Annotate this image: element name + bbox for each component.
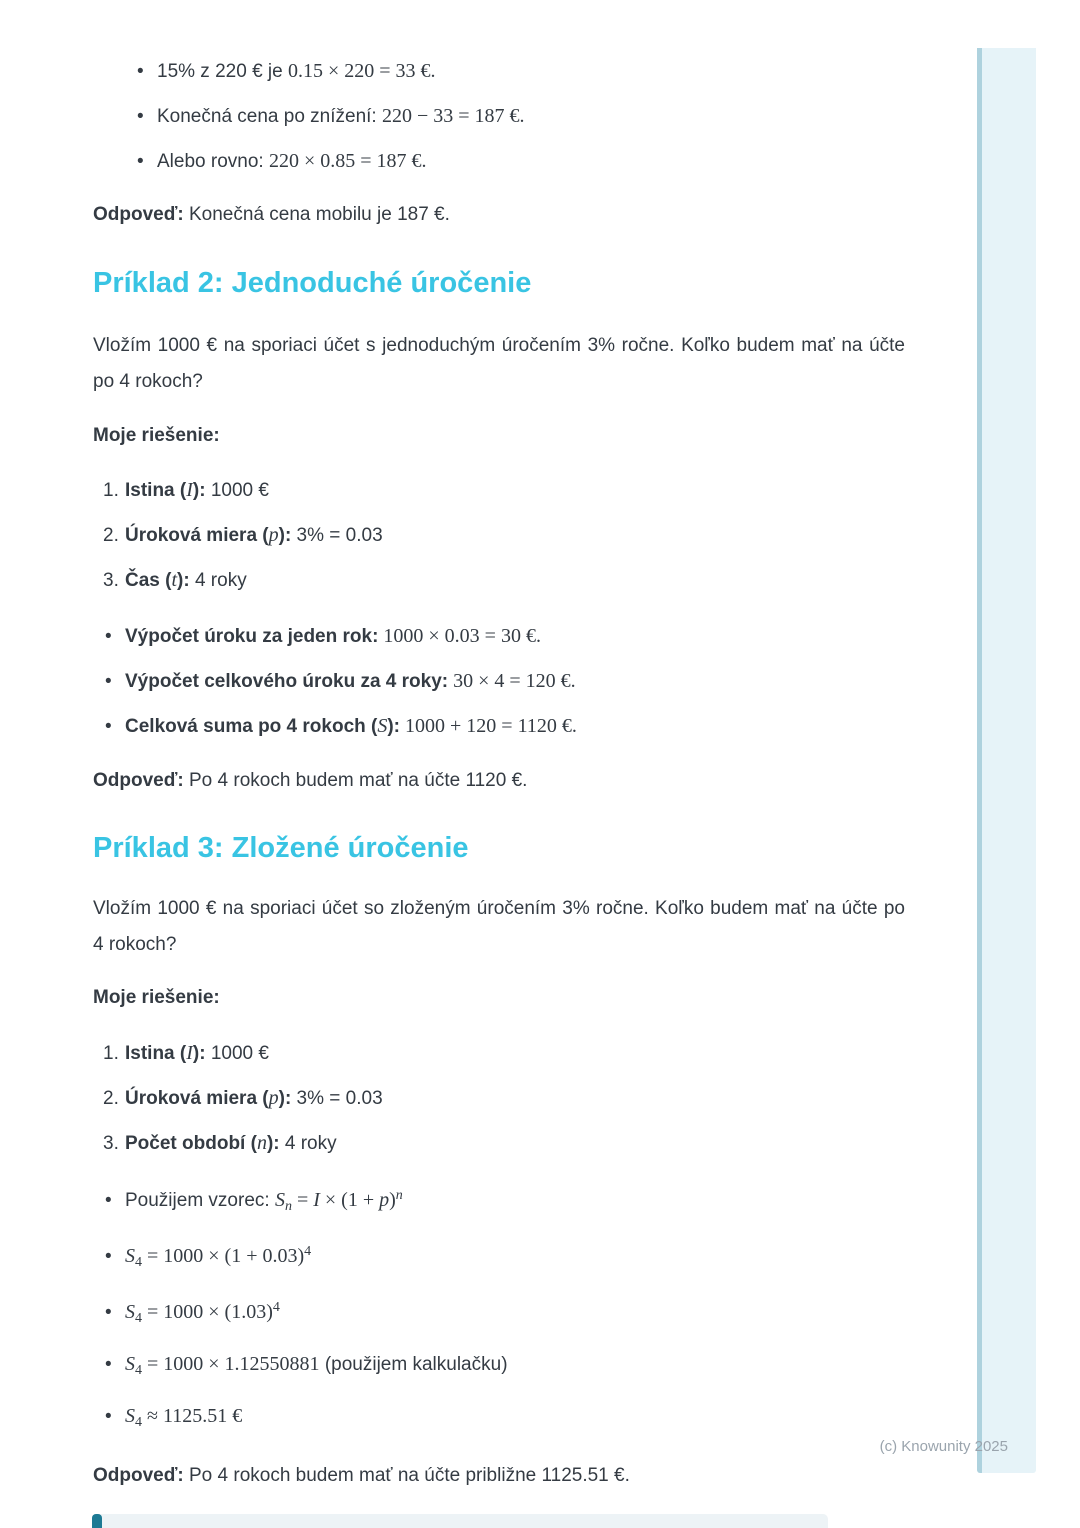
text-segment: =	[291, 1189, 314, 1211]
list-item-text	[125, 1296, 905, 1331]
list-item	[93, 568, 905, 593]
text-segment: ):	[192, 1043, 206, 1064]
text-segment: Vložím 1000 € na sporiaci účet s jednoduchým úročením 3% ročne. Koľko budem mať na účte po 4 rokoch?	[93, 335, 905, 392]
text-segment: S	[125, 1405, 135, 1427]
number-marker: 1.	[103, 480, 119, 501]
text-segment: Odpoveď:	[93, 1465, 184, 1486]
list-item-text	[157, 149, 905, 174]
text-segment: Konečná cena po znížení:	[157, 106, 382, 127]
text-segment: p	[268, 1087, 279, 1109]
text-segment: Výpočet úroku za jeden rok:	[125, 626, 379, 647]
text-segment: 3% = 0.03	[291, 1088, 383, 1109]
text-segment: n	[256, 1132, 267, 1154]
list-item-text	[125, 568, 905, 593]
text-segment: ):	[266, 1133, 280, 1154]
text-segment: Odpoveď:	[93, 204, 184, 225]
answer-paragraph	[93, 769, 905, 793]
list-item-text	[125, 1240, 905, 1275]
text-segment: = 1000 × 1.12550881	[142, 1353, 320, 1375]
text-segment: 4	[135, 1255, 142, 1270]
list-item	[93, 523, 905, 548]
text-segment: I	[313, 1189, 320, 1211]
bullet-marker: •	[137, 61, 144, 82]
bullet-marker: •	[105, 1246, 112, 1267]
text-segment: n	[395, 1188, 403, 1203]
text-segment: ≈ 1125.51 €	[142, 1405, 243, 1427]
list-item-text	[125, 1352, 905, 1383]
list-item-text	[125, 669, 905, 694]
text-segment: 1000 × 0.03 = 30 €.	[378, 625, 541, 647]
text-segment: I	[186, 479, 193, 501]
list-item	[93, 1131, 905, 1156]
text-segment: 3% = 0.03	[291, 525, 383, 546]
list-item	[93, 149, 905, 174]
list-item	[93, 1296, 905, 1331]
text-segment: S	[377, 715, 388, 737]
bullet-marker: •	[105, 1302, 112, 1323]
number-marker: 3.	[103, 1133, 119, 1154]
list-item	[93, 478, 905, 503]
text-segment: 4	[135, 1363, 142, 1378]
section-heading: Príklad 3: Zložené úročenie	[93, 832, 469, 864]
text-segment: 4	[135, 1415, 142, 1430]
solution-label	[93, 424, 905, 448]
list-item-text	[125, 1184, 905, 1219]
text-segment: 15% z 220 € je	[157, 61, 288, 82]
text-segment: Moje riešenie:	[93, 987, 220, 1008]
text-segment: Po 4 rokoch budem mať na účte 1120 €.	[183, 770, 528, 791]
text-segment: 4 roky	[189, 570, 247, 591]
bullet-marker: •	[105, 1190, 112, 1211]
list-item	[93, 1041, 905, 1066]
text-segment: Počet období (	[125, 1133, 257, 1154]
right-decorative-strip	[977, 48, 1036, 1473]
document-content	[93, 0, 905, 1528]
solution-label	[93, 986, 905, 1010]
copyright-footer: (c) Knowunity 2025	[879, 1438, 1008, 1455]
text-segment: Úroková miera (	[125, 1088, 269, 1109]
text-segment: I	[186, 1042, 193, 1064]
text-segment: 4 roky	[279, 1133, 337, 1154]
text-segment: Istina (	[125, 480, 187, 501]
text-segment: 220 − 33 = 187 €.	[382, 105, 525, 127]
text-segment: 1000 + 120 = 1120 €.	[400, 715, 577, 737]
text-segment: 1000 €	[205, 1043, 269, 1064]
list-item-text	[125, 478, 905, 503]
text-segment: )	[389, 1189, 396, 1211]
text-segment: S	[125, 1245, 135, 1267]
list-item	[93, 1184, 905, 1219]
text-segment: ):	[278, 525, 292, 546]
list-item	[93, 1240, 905, 1275]
text-segment: Alebo rovno:	[157, 151, 269, 172]
text-segment: p	[379, 1189, 390, 1211]
text-segment: S	[125, 1353, 135, 1375]
text-segment: = 1000 × (1 + 0.03)	[142, 1245, 305, 1267]
text-segment: ):	[387, 716, 401, 737]
list-item-text	[157, 59, 905, 84]
text-segment: 1000 €	[205, 480, 269, 501]
text-segment: Vložím 1000 € na sporiaci účet so zloženým úročením 3% ročne. Koľko budem mať na účte po 4 rokoch?	[93, 898, 905, 955]
list-item-text	[125, 1404, 905, 1435]
text-segment: 4	[272, 1300, 280, 1315]
number-marker: 2.	[103, 1088, 119, 1109]
text-segment: ):	[278, 1088, 292, 1109]
text-segment: Odpoveď:	[93, 770, 184, 791]
list-item-text	[125, 523, 905, 548]
text-segment: × (1 +	[319, 1189, 380, 1211]
list-item	[93, 1086, 905, 1111]
text-segment: Čas (	[125, 570, 172, 591]
number-marker: 2.	[103, 525, 119, 546]
number-marker: 1.	[103, 1043, 119, 1064]
bullet-marker: •	[105, 716, 112, 737]
text-segment: Úroková miera (	[125, 525, 269, 546]
bullet-marker: •	[105, 1354, 112, 1375]
text-segment: Výpočet celkového úroku za 4 roky:	[125, 671, 449, 692]
bullet-marker: •	[105, 671, 112, 692]
problem-statement	[93, 891, 905, 963]
list-item	[93, 59, 905, 84]
bullet-list	[93, 624, 905, 739]
text-segment: Po 4 rokoch budem mať na účte približne 1125.51 €.	[183, 1465, 630, 1486]
text-segment: 30 × 4 = 120 €.	[448, 670, 576, 692]
text-segment: 0.15 × 220 = 33 €.	[287, 60, 436, 82]
text-segment: S	[125, 1301, 135, 1323]
bullet-marker: •	[137, 151, 144, 172]
bullet-marker: •	[137, 106, 144, 127]
bullet-list	[93, 59, 905, 174]
bullet-marker: •	[105, 1406, 112, 1427]
list-item	[93, 669, 905, 694]
list-item-text	[125, 714, 905, 739]
answer-paragraph	[93, 203, 905, 227]
callout-left-bar	[92, 1514, 102, 1528]
text-segment: Moje riešenie:	[93, 425, 220, 446]
text-segment: Istina (	[125, 1043, 187, 1064]
text-segment: ):	[192, 480, 206, 501]
list-item	[93, 714, 905, 739]
list-item-text	[125, 1131, 905, 1156]
text-segment: p	[268, 524, 279, 546]
list-item-text	[125, 624, 905, 649]
text-segment: t	[171, 569, 178, 591]
list-item-text	[157, 104, 905, 129]
text-segment: Celková suma po 4 rokoch (	[125, 716, 378, 737]
text-segment: 4	[304, 1244, 312, 1259]
text-segment: Konečná cena mobilu je 187 €.	[183, 204, 450, 225]
answer-paragraph	[93, 1464, 905, 1488]
problem-statement	[93, 328, 905, 400]
text-segment: = 1000 × (1.03)	[142, 1301, 273, 1323]
text-segment: S	[274, 1189, 285, 1211]
text-segment: Použijem vzorec:	[125, 1190, 275, 1211]
text-segment: n	[284, 1199, 292, 1214]
text-segment: (použijem kalkulačku)	[319, 1354, 508, 1375]
list-item	[93, 1404, 905, 1435]
numbered-list	[93, 1041, 905, 1156]
list-item	[93, 624, 905, 649]
quote-callout-stub	[93, 1514, 828, 1528]
text-segment: 220 × 0.85 = 187 €.	[268, 150, 427, 172]
numbered-list	[93, 478, 905, 593]
list-item	[93, 1352, 905, 1383]
bullet-marker: •	[105, 626, 112, 647]
text-segment: 4	[135, 1311, 142, 1326]
list-item	[93, 104, 905, 129]
bullet-list	[93, 1184, 905, 1435]
section-heading: Príklad 2: Jednoduché úročenie	[93, 267, 532, 299]
number-marker: 3.	[103, 570, 119, 591]
list-item-text	[125, 1041, 905, 1066]
list-item-text	[125, 1086, 905, 1111]
text-segment: ):	[177, 570, 190, 591]
